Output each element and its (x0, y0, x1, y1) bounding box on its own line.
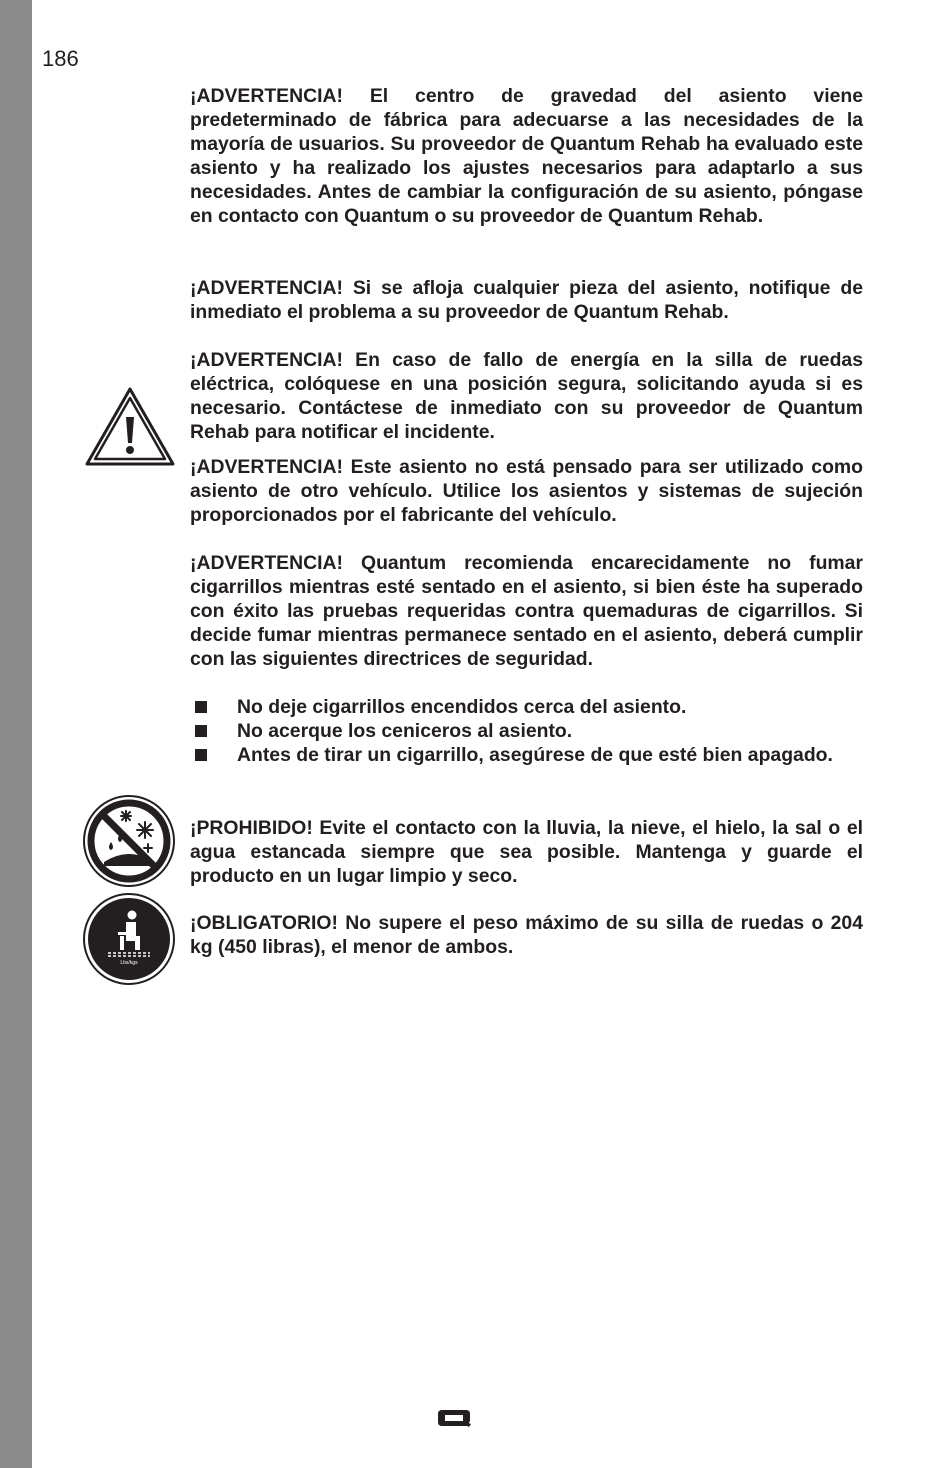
warning-vehicle-seat: ¡ADVERTENCIA! Este asiento no está pensado para ser utilizado como asiento de otro vehículo. Utilice los asientos y sistemas de sujeción proporcionados por el fabricante del vehículo. (190, 456, 863, 526)
warning-power-failure: ¡ADVERTENCIA! En caso de fallo de energía en la silla de ruedas eléctrica, colóquese en una posición segura, solicitando ayuda si es necesario. Contáctese de inmediato con su proveedor de Quantum Rehab para notificar el incidente. (190, 349, 863, 443)
list-item: No acerque los ceniceros al asiento. (190, 719, 863, 743)
bullet-square-icon (195, 749, 207, 761)
list-item: Antes de tirar un cigarrillo, asegúrese de que esté bien apagado. (190, 743, 863, 767)
bullet-square-icon (195, 725, 207, 737)
page-number: 186 (42, 46, 79, 71)
prohibited-water-contact: ¡PROHIBIDO! Evite el contacto con la lluvia, la nieve, el hielo, la sal o el agua estancada siempre que sea posible. Mantenga y guarde el producto en un lugar limpio y seco. (190, 817, 863, 887)
no-water-snow-icon (82, 794, 176, 888)
warning-smoking: ¡ADVERTENCIA! Quantum recomienda encarecidamente no fumar cigarrillos mientras esté sentado en el asiento, si bien éste ha superado con éxito las pruebas requeridas contra quemaduras de cigarrillos. Si decide fumar mientras permanece sentado en el asiento, deberá cumplir con las siguientes directrices de seguridad. (190, 552, 863, 670)
smoking-guidelines-list (190, 695, 863, 767)
warning-triangle-icon (84, 386, 176, 468)
warning-center-of-gravity: ¡ADVERTENCIA! El centro de gravedad del asiento viene predeterminado de fábrica para adecuarse a las necesidades de la mayoría de usuarios. Su proveedor de Quantum Rehab ha evaluado este asiento y ha realizado los ajustes necesarios para adaptarlo a sus necesidades. Antes de cambiar la configuración de su asiento, póngase en contacto con Quantum o su proveedor de Quantum Rehab. (190, 85, 863, 227)
mandatory-weight-limit: ¡OBLIGATORIO! No supere el peso máximo de su silla de ruedas o 204 kg (450 libras), el menor de ambos. (190, 912, 863, 958)
warning-loose-parts: ¡ADVERTENCIA! Si se afloja cualquier pieza del asiento, notifique de inmediato el problema a su proveedor de Quantum Rehab. (190, 277, 863, 323)
weight-unit-label: Lbs/kgs (120, 960, 138, 966)
quantum-logo-icon (436, 1408, 472, 1428)
list-item: No deje cigarrillos encendidos cerca del asiento. (190, 695, 863, 719)
bullet-square-icon (195, 701, 207, 713)
page-edge-bar (0, 0, 32, 1468)
max-weight-icon (82, 892, 176, 986)
